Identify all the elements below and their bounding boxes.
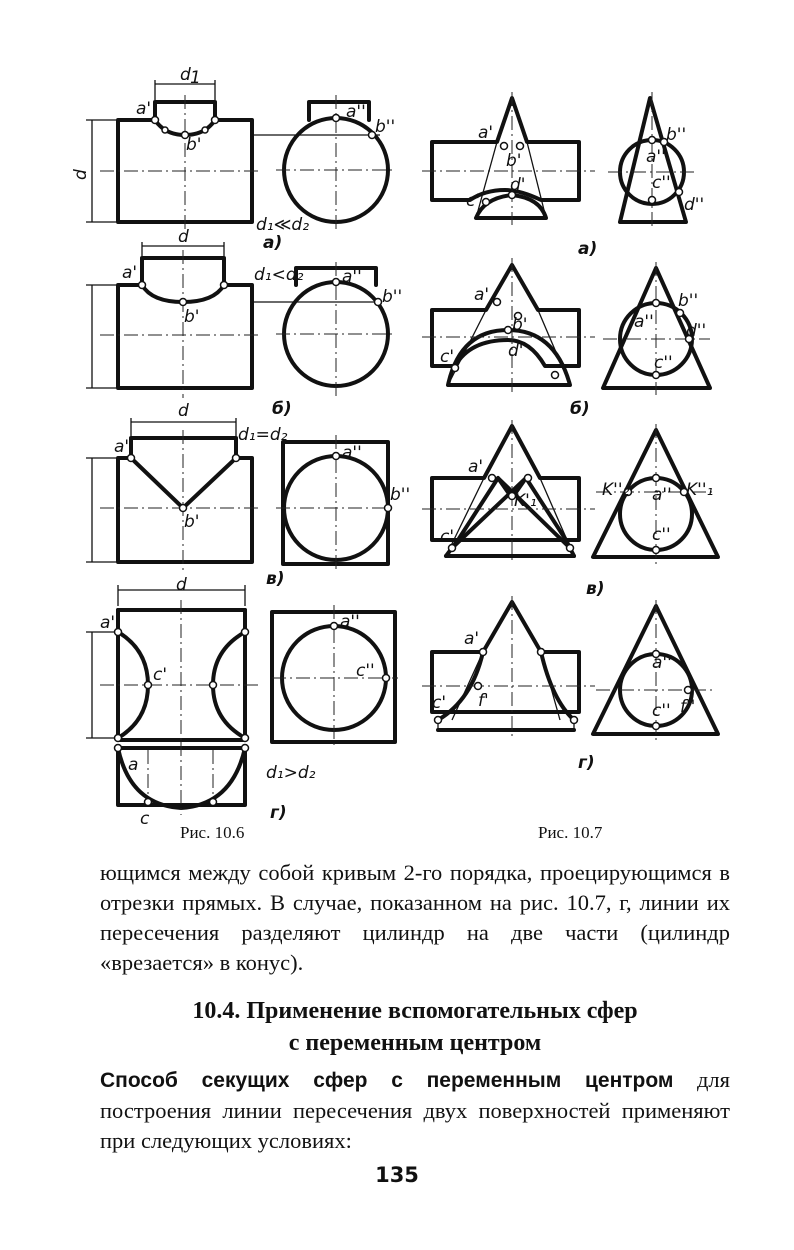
svg-text:в): в) (266, 569, 285, 589)
svg-text:а): а) (578, 239, 598, 259)
svg-text:б): б) (272, 399, 292, 419)
method-term: Способ секущих сфер с переменным центром (100, 1069, 674, 1092)
svg-text:г): г) (578, 753, 595, 773)
svg-text:d': d' (508, 341, 524, 361)
svg-text:c': c' (153, 665, 168, 685)
svg-text:d₁<d₂: d₁<d₂ (254, 265, 304, 285)
svg-text:K''₂: K''₂ (602, 480, 630, 500)
svg-text:a'': a'' (346, 102, 366, 122)
svg-text:c'': c'' (654, 353, 673, 373)
method-text: для построения линии пересечения двух поверхностей применяют при следующих условиях: (100, 1067, 730, 1153)
fig-10-7-g (422, 596, 718, 773)
svg-text:b': b' (184, 307, 200, 327)
fig-10-6-b (86, 227, 402, 419)
svg-text:d'': d'' (686, 321, 707, 341)
svg-text:a'': a'' (342, 267, 362, 287)
svg-text:a': a' (474, 285, 490, 305)
fig-10-7-caption: Рис. 10.7 (538, 823, 603, 842)
fig-10-6-caption: Рис. 10.6 (180, 823, 245, 842)
svg-text:d: d (71, 169, 91, 180)
svg-text:c': c' (466, 191, 481, 211)
fig-10-6-g (86, 575, 398, 829)
a1-label: a' (136, 99, 152, 119)
svg-text:c'': c'' (652, 173, 671, 193)
svg-text:a': a' (468, 457, 484, 477)
svg-text:d: d (178, 227, 189, 247)
svg-text:b'': b'' (678, 291, 699, 311)
svg-text:a': a' (122, 263, 138, 283)
page-number: 135 (375, 1163, 419, 1187)
fig-10-6-a (71, 65, 396, 253)
svg-text:1: 1 (190, 68, 201, 88)
svg-text:a': a' (114, 437, 130, 457)
svg-text:c'': c'' (652, 701, 671, 721)
svg-text:f'': f'' (680, 697, 696, 717)
section-heading (100, 995, 730, 1059)
svg-text:б): б) (570, 399, 590, 419)
svg-text:b': b' (184, 512, 200, 532)
svg-text:a'': a'' (634, 312, 654, 332)
svg-text:a: a (128, 755, 139, 775)
svg-text:в): в) (586, 579, 605, 599)
svg-text:c': c' (432, 693, 447, 713)
svg-text:c': c' (440, 527, 455, 547)
d1-label: d (180, 65, 191, 85)
svg-text:b': b' (506, 151, 522, 171)
svg-text:d₁=d₂: d₁=d₂ (238, 425, 288, 445)
svg-text:a': a' (100, 613, 116, 633)
fig-10-7-b (422, 258, 710, 419)
paragraph-method (100, 1065, 730, 1156)
fig-10-7-v (422, 420, 718, 599)
fig-10-7-a (422, 92, 704, 259)
svg-text:K''₁: K''₁ (686, 480, 714, 500)
svg-text:c': c' (440, 347, 455, 367)
svg-text:a'': a'' (646, 147, 666, 167)
svg-text:d': d' (510, 175, 526, 195)
svg-text:c'': c'' (356, 661, 375, 681)
svg-text:a'': a'' (340, 612, 360, 632)
relation-label: d₁≪d₂ (256, 215, 310, 235)
svg-text:b'': b'' (390, 485, 411, 505)
svg-text:a'': a'' (342, 443, 362, 463)
svg-text:d'': d'' (684, 195, 705, 215)
paragraph-continuation: ющимся между собой кривым 2-го порядка, проецирующимся в отрезки прямых. В случае, показанном на рис. 10.7, г, линии их пересечения разделяют цилиндр на две части (цилиндр «врезается» в конус). (100, 860, 730, 975)
svg-text:d: d (178, 401, 189, 421)
svg-text:a'': a'' (652, 485, 672, 505)
section-heading-line1: 10.4. Применение вспомогательных сфер (192, 998, 638, 1024)
svg-text:f': f' (478, 691, 489, 711)
svg-text:a': a' (464, 629, 480, 649)
section-heading-line2: с переменным центром (288, 1030, 542, 1056)
svg-text:c: c (140, 809, 150, 829)
sub-label: а) (263, 233, 283, 253)
svg-text:a': a' (478, 123, 494, 143)
svg-text:b'': b'' (375, 117, 396, 137)
svg-text:K'₁: K'₁ (514, 491, 537, 511)
svg-text:b'': b'' (382, 287, 403, 307)
svg-text:a'': a'' (652, 653, 672, 673)
b1-label: b' (186, 135, 202, 155)
svg-text:c'': c'' (652, 525, 671, 545)
fig-10-6-v (86, 401, 410, 589)
svg-text:b'': b'' (666, 125, 687, 145)
svg-text:d₁>d₂: d₁>d₂ (266, 763, 316, 783)
svg-text:b': b' (512, 315, 528, 335)
svg-text:d: d (176, 575, 187, 595)
svg-text:г): г) (270, 803, 287, 823)
